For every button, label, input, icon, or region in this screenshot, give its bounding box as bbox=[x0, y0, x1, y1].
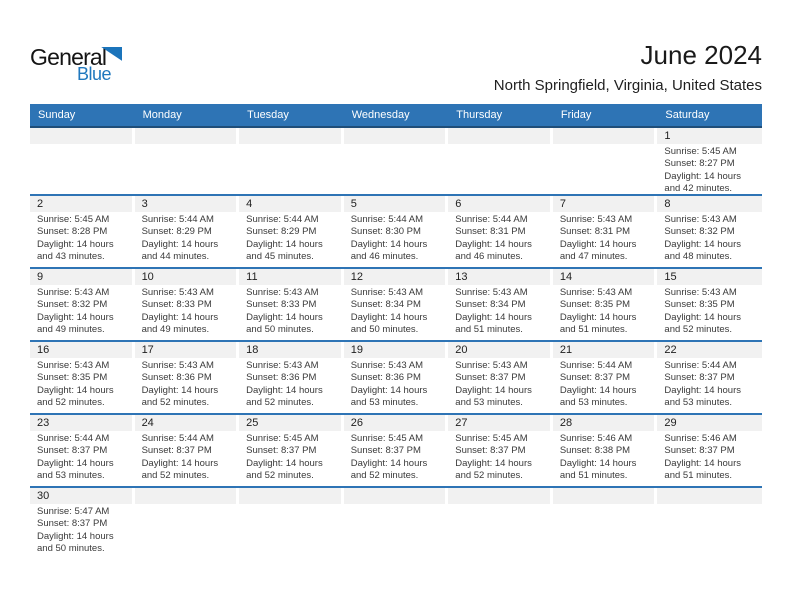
day-details bbox=[657, 144, 762, 194]
day-number: 12 bbox=[344, 269, 446, 285]
sunset-text: Sunset: 8:36 PM bbox=[246, 372, 317, 384]
day-details bbox=[135, 285, 240, 337]
day-cell-10 bbox=[135, 269, 240, 340]
daylight-text-line2: and 53 minutes. bbox=[37, 470, 105, 482]
daylight-text-line1: Daylight: 14 hours bbox=[350, 384, 428, 396]
day-number: 7 bbox=[553, 196, 655, 212]
day-number bbox=[553, 488, 655, 504]
sunrise-text: Sunrise: 5:45 AM bbox=[246, 433, 319, 444]
daylight-text-line2: and 50 minutes. bbox=[37, 543, 105, 555]
day-cell-18 bbox=[239, 342, 344, 413]
daylight-text-line2: and 52 minutes. bbox=[246, 470, 314, 482]
day-cell-9 bbox=[30, 269, 135, 340]
daylight-text-line2: and 51 minutes. bbox=[559, 470, 628, 482]
daylight-text-line1: Daylight: 14 hours bbox=[664, 311, 741, 323]
daylight-text-line2: and 50 minutes. bbox=[350, 324, 419, 336]
sunrise-text: Sunrise: 5:44 AM bbox=[664, 360, 737, 371]
day-details bbox=[553, 431, 658, 483]
day-number: 1 bbox=[657, 128, 762, 144]
day-cell-3 bbox=[135, 196, 240, 267]
week-row bbox=[30, 128, 762, 194]
sunset-text: Sunset: 8:34 PM bbox=[455, 299, 526, 311]
day-number bbox=[135, 128, 237, 144]
day-cell-20 bbox=[448, 342, 553, 413]
logo-text-general: General bbox=[30, 44, 107, 70]
day-cell-16 bbox=[30, 342, 135, 413]
day-cell-2 bbox=[30, 196, 135, 267]
day-details bbox=[448, 285, 553, 337]
day-number bbox=[553, 128, 655, 144]
day-cell-19 bbox=[344, 342, 449, 413]
day-cell-5 bbox=[344, 196, 449, 267]
day-details bbox=[344, 431, 449, 483]
sunrise-text: Sunrise: 5:44 AM bbox=[37, 433, 110, 444]
sunset-text: Sunset: 8:35 PM bbox=[664, 299, 735, 311]
empty-day-cell bbox=[135, 128, 240, 194]
sunset-text: Sunset: 8:29 PM bbox=[141, 226, 212, 238]
sunset-text: Sunset: 8:29 PM bbox=[246, 226, 317, 238]
day-details bbox=[135, 431, 240, 483]
daylight-text-line1: Daylight: 14 hours bbox=[455, 311, 532, 323]
weekday-label-monday: Monday bbox=[142, 109, 182, 121]
day-number: 3 bbox=[135, 196, 237, 212]
sunset-text: Sunset: 8:33 PM bbox=[246, 299, 317, 311]
daylight-text-line1: Daylight: 14 hours bbox=[141, 384, 219, 396]
day-number: 29 bbox=[657, 415, 762, 431]
daylight-text-line2: and 52 minutes. bbox=[455, 470, 523, 482]
sunrise-text: Sunrise: 5:43 AM bbox=[664, 287, 737, 298]
daylight-text-line1: Daylight: 14 hours bbox=[664, 170, 741, 182]
sunrise-text: Sunrise: 5:43 AM bbox=[664, 214, 737, 225]
daylight-text-line2: and 48 minutes. bbox=[664, 251, 733, 263]
daylight-text-line1: Daylight: 14 hours bbox=[455, 457, 532, 469]
day-number: 19 bbox=[344, 342, 446, 358]
day-details bbox=[30, 358, 135, 410]
day-details bbox=[239, 285, 344, 337]
daylight-text-line2: and 53 minutes. bbox=[664, 397, 733, 409]
sunset-text: Sunset: 8:37 PM bbox=[559, 372, 631, 384]
week-row bbox=[30, 486, 762, 559]
day-number: 25 bbox=[239, 415, 341, 431]
sunset-text: Sunset: 8:33 PM bbox=[141, 299, 212, 311]
day-details bbox=[239, 358, 344, 410]
sunrise-text: Sunrise: 5:43 AM bbox=[350, 360, 424, 371]
day-details bbox=[30, 504, 135, 556]
day-number: 20 bbox=[448, 342, 550, 358]
sunrise-text: Sunrise: 5:43 AM bbox=[141, 360, 214, 371]
empty-day-cell bbox=[344, 128, 449, 194]
day-details bbox=[135, 212, 240, 264]
sunrise-text: Sunrise: 5:43 AM bbox=[141, 287, 214, 298]
week-row bbox=[30, 340, 762, 413]
daylight-text-line2: and 52 minutes. bbox=[664, 324, 733, 336]
daylight-text-line2: and 43 minutes. bbox=[37, 251, 105, 263]
day-number: 26 bbox=[344, 415, 446, 431]
day-number bbox=[344, 488, 446, 504]
day-cell-24 bbox=[135, 415, 240, 486]
empty-day-cell bbox=[448, 128, 553, 194]
daylight-text-line1: Daylight: 14 hours bbox=[37, 311, 114, 323]
sunrise-text: Sunrise: 5:43 AM bbox=[559, 214, 633, 225]
sunrise-text: Sunrise: 5:45 AM bbox=[37, 214, 110, 225]
day-details bbox=[657, 431, 762, 483]
sunset-text: Sunset: 8:36 PM bbox=[350, 372, 421, 384]
sunrise-text: Sunrise: 5:44 AM bbox=[455, 214, 528, 225]
daylight-text-line1: Daylight: 14 hours bbox=[141, 311, 219, 323]
day-cell-29 bbox=[657, 415, 762, 486]
day-cell-8 bbox=[657, 196, 762, 267]
sunset-text: Sunset: 8:37 PM bbox=[455, 372, 526, 384]
day-details bbox=[344, 285, 449, 337]
day-cell-21 bbox=[553, 342, 658, 413]
weekday-label-thursday: Thursday bbox=[456, 109, 503, 121]
day-details bbox=[239, 212, 344, 264]
day-cell-12 bbox=[344, 269, 449, 340]
sunset-text: Sunset: 8:32 PM bbox=[664, 226, 735, 238]
day-cell-4 bbox=[239, 196, 344, 267]
sunset-text: Sunset: 8:37 PM bbox=[37, 518, 108, 530]
daylight-text-line2: and 51 minutes. bbox=[455, 324, 523, 336]
empty-day-cell bbox=[135, 488, 240, 559]
daylight-text-line2: and 51 minutes. bbox=[664, 470, 733, 482]
weekday-label-tuesday: Tuesday bbox=[247, 109, 289, 121]
sunrise-text: Sunrise: 5:45 AM bbox=[664, 146, 737, 157]
sunset-text: Sunset: 8:37 PM bbox=[37, 445, 108, 457]
daylight-text-line2: and 50 minutes. bbox=[246, 324, 314, 336]
sunset-text: Sunset: 8:38 PM bbox=[559, 445, 631, 457]
sunrise-text: Sunrise: 5:44 AM bbox=[559, 360, 633, 371]
daylight-text-line2: and 47 minutes. bbox=[559, 251, 628, 263]
sunset-text: Sunset: 8:37 PM bbox=[350, 445, 421, 457]
day-cell-22 bbox=[657, 342, 762, 413]
day-details bbox=[553, 285, 658, 337]
day-details bbox=[135, 358, 240, 410]
daylight-text-line2: and 52 minutes. bbox=[141, 397, 210, 409]
daylight-text-line2: and 52 minutes. bbox=[141, 470, 210, 482]
page-title: June 2024 bbox=[640, 40, 762, 70]
daylight-text-line1: Daylight: 14 hours bbox=[559, 311, 637, 323]
sunrise-text: Sunrise: 5:44 AM bbox=[141, 433, 214, 444]
day-details bbox=[553, 212, 658, 264]
day-number: 4 bbox=[239, 196, 341, 212]
weeks-container bbox=[30, 128, 762, 559]
day-number bbox=[239, 488, 341, 504]
week-row bbox=[30, 194, 762, 267]
weekday-label-friday: Friday bbox=[560, 109, 592, 121]
day-number: 2 bbox=[30, 196, 132, 212]
daylight-text-line1: Daylight: 14 hours bbox=[350, 311, 428, 323]
day-number: 16 bbox=[30, 342, 132, 358]
day-number: 15 bbox=[657, 269, 762, 285]
day-number: 23 bbox=[30, 415, 132, 431]
daylight-text-line1: Daylight: 14 hours bbox=[246, 457, 323, 469]
sunset-text: Sunset: 8:37 PM bbox=[664, 372, 735, 384]
sunset-text: Sunset: 8:37 PM bbox=[664, 445, 735, 457]
empty-day-cell bbox=[657, 488, 762, 559]
day-number bbox=[448, 128, 550, 144]
day-details bbox=[448, 212, 553, 264]
empty-day-cell bbox=[553, 488, 658, 559]
daylight-text-line1: Daylight: 14 hours bbox=[37, 457, 114, 469]
day-number: 10 bbox=[135, 269, 237, 285]
sunset-text: Sunset: 8:28 PM bbox=[37, 226, 108, 238]
daylight-text-line1: Daylight: 14 hours bbox=[246, 311, 323, 323]
day-number: 24 bbox=[135, 415, 237, 431]
sunrise-text: Sunrise: 5:47 AM bbox=[37, 506, 110, 517]
day-details bbox=[448, 431, 553, 483]
sunrise-text: Sunrise: 5:43 AM bbox=[350, 287, 424, 298]
day-details bbox=[553, 358, 658, 410]
day-details bbox=[30, 285, 135, 337]
daylight-text-line2: and 46 minutes. bbox=[350, 251, 419, 263]
empty-day-cell bbox=[553, 128, 658, 194]
day-number: 21 bbox=[553, 342, 655, 358]
daylight-text-line1: Daylight: 14 hours bbox=[37, 530, 114, 542]
day-number: 14 bbox=[553, 269, 655, 285]
day-cell-7 bbox=[553, 196, 658, 267]
sunrise-text: Sunrise: 5:43 AM bbox=[455, 360, 528, 371]
daylight-text-line2: and 53 minutes. bbox=[559, 397, 628, 409]
daylight-text-line1: Daylight: 14 hours bbox=[37, 384, 114, 396]
day-cell-14 bbox=[553, 269, 658, 340]
daylight-text-line1: Daylight: 14 hours bbox=[664, 457, 741, 469]
day-cell-15 bbox=[657, 269, 762, 340]
day-cell-23 bbox=[30, 415, 135, 486]
sunrise-text: Sunrise: 5:43 AM bbox=[246, 287, 319, 298]
day-number: 30 bbox=[30, 488, 132, 504]
daylight-text-line1: Daylight: 14 hours bbox=[350, 457, 428, 469]
day-details bbox=[30, 212, 135, 264]
weekday-label-wednesday: Wednesday bbox=[351, 109, 410, 121]
day-cell-25 bbox=[239, 415, 344, 486]
day-number: 5 bbox=[344, 196, 446, 212]
day-number: 6 bbox=[448, 196, 550, 212]
sunset-text: Sunset: 8:31 PM bbox=[455, 226, 526, 238]
location-subtitle: North Springfield, Virginia, United States bbox=[493, 77, 762, 94]
sunset-text: Sunset: 8:35 PM bbox=[37, 372, 108, 384]
empty-day-cell bbox=[239, 488, 344, 559]
day-number: 11 bbox=[239, 269, 341, 285]
empty-day-cell bbox=[30, 128, 135, 194]
daylight-text-line2: and 52 minutes. bbox=[37, 397, 105, 409]
sunrise-text: Sunrise: 5:43 AM bbox=[37, 360, 110, 371]
daylight-text-line2: and 49 minutes. bbox=[37, 324, 105, 336]
sunrise-text: Sunrise: 5:43 AM bbox=[455, 287, 528, 298]
sunset-text: Sunset: 8:36 PM bbox=[141, 372, 212, 384]
day-cell-30 bbox=[30, 488, 135, 559]
daylight-text-line2: and 44 minutes. bbox=[141, 251, 210, 263]
daylight-text-line1: Daylight: 14 hours bbox=[141, 238, 219, 250]
day-number bbox=[657, 488, 762, 504]
general-blue-logo bbox=[30, 46, 122, 83]
day-number: 22 bbox=[657, 342, 762, 358]
sunset-text: Sunset: 8:34 PM bbox=[350, 299, 421, 311]
day-details bbox=[344, 212, 449, 264]
day-details bbox=[657, 285, 762, 337]
daylight-text-line1: Daylight: 14 hours bbox=[664, 238, 741, 250]
sunrise-text: Sunrise: 5:46 AM bbox=[664, 433, 737, 444]
daylight-text-line1: Daylight: 14 hours bbox=[246, 238, 323, 250]
day-number: 27 bbox=[448, 415, 550, 431]
sunset-text: Sunset: 8:31 PM bbox=[559, 226, 631, 238]
day-cell-17 bbox=[135, 342, 240, 413]
day-cell-11 bbox=[239, 269, 344, 340]
empty-day-cell bbox=[448, 488, 553, 559]
sunset-text: Sunset: 8:32 PM bbox=[37, 299, 108, 311]
daylight-text-line1: Daylight: 14 hours bbox=[559, 384, 637, 396]
daylight-text-line2: and 42 minutes. bbox=[664, 183, 733, 194]
sunrise-text: Sunrise: 5:43 AM bbox=[559, 287, 633, 298]
sunset-text: Sunset: 8:35 PM bbox=[559, 299, 631, 311]
sunrise-text: Sunrise: 5:44 AM bbox=[141, 214, 214, 225]
daylight-text-line2: and 49 minutes. bbox=[141, 324, 210, 336]
day-cell-1 bbox=[657, 128, 762, 194]
daylight-text-line2: and 53 minutes. bbox=[350, 397, 419, 409]
weekday-header-row bbox=[30, 104, 762, 128]
sunset-text: Sunset: 8:30 PM bbox=[350, 226, 421, 238]
sunrise-text: Sunrise: 5:45 AM bbox=[350, 433, 424, 444]
daylight-text-line2: and 45 minutes. bbox=[246, 251, 314, 263]
day-number bbox=[239, 128, 341, 144]
day-number: 17 bbox=[135, 342, 237, 358]
day-number: 28 bbox=[553, 415, 655, 431]
day-number bbox=[448, 488, 550, 504]
daylight-text-line2: and 51 minutes. bbox=[559, 324, 628, 336]
daylight-text-line1: Daylight: 14 hours bbox=[141, 457, 219, 469]
day-cell-27 bbox=[448, 415, 553, 486]
weekday-label-saturday: Saturday bbox=[665, 109, 710, 121]
day-number: 9 bbox=[30, 269, 132, 285]
empty-day-cell bbox=[239, 128, 344, 194]
sunrise-text: Sunrise: 5:43 AM bbox=[246, 360, 319, 371]
daylight-text-line1: Daylight: 14 hours bbox=[559, 238, 637, 250]
logo-text-blue: Blue bbox=[77, 64, 112, 84]
day-details bbox=[30, 431, 135, 483]
daylight-text-line2: and 46 minutes. bbox=[455, 251, 523, 263]
sunrise-text: Sunrise: 5:46 AM bbox=[559, 433, 633, 444]
sunrise-text: Sunrise: 5:44 AM bbox=[350, 214, 424, 225]
empty-day-cell bbox=[344, 488, 449, 559]
day-details bbox=[344, 358, 449, 410]
weekday-label-sunday: Sunday bbox=[38, 109, 76, 121]
sunset-text: Sunset: 8:37 PM bbox=[141, 445, 212, 457]
daylight-text-line1: Daylight: 14 hours bbox=[455, 238, 532, 250]
day-details bbox=[657, 358, 762, 410]
daylight-text-line1: Daylight: 14 hours bbox=[664, 384, 741, 396]
day-number: 13 bbox=[448, 269, 550, 285]
day-number bbox=[135, 488, 237, 504]
day-cell-28 bbox=[553, 415, 658, 486]
sunset-text: Sunset: 8:27 PM bbox=[664, 158, 735, 170]
week-row bbox=[30, 267, 762, 340]
day-details bbox=[448, 358, 553, 410]
day-number bbox=[344, 128, 446, 144]
daylight-text-line2: and 53 minutes. bbox=[455, 397, 523, 409]
day-details bbox=[239, 431, 344, 483]
daylight-text-line2: and 52 minutes. bbox=[246, 397, 314, 409]
day-cell-13 bbox=[448, 269, 553, 340]
day-cell-6 bbox=[448, 196, 553, 267]
day-details bbox=[657, 212, 762, 264]
week-row bbox=[30, 413, 762, 486]
day-number: 8 bbox=[657, 196, 762, 212]
sunrise-text: Sunrise: 5:44 AM bbox=[246, 214, 319, 225]
day-number bbox=[30, 128, 132, 144]
day-number: 18 bbox=[239, 342, 341, 358]
sunrise-text: Sunrise: 5:45 AM bbox=[455, 433, 528, 444]
day-cell-26 bbox=[344, 415, 449, 486]
daylight-text-line2: and 52 minutes. bbox=[350, 470, 419, 482]
daylight-text-line1: Daylight: 14 hours bbox=[246, 384, 323, 396]
daylight-text-line1: Daylight: 14 hours bbox=[350, 238, 428, 250]
calendar-grid bbox=[30, 104, 762, 559]
daylight-text-line1: Daylight: 14 hours bbox=[455, 384, 532, 396]
sunrise-text: Sunrise: 5:43 AM bbox=[37, 287, 110, 298]
sunset-text: Sunset: 8:37 PM bbox=[455, 445, 526, 457]
daylight-text-line1: Daylight: 14 hours bbox=[559, 457, 637, 469]
daylight-text-line1: Daylight: 14 hours bbox=[37, 238, 114, 250]
sunset-text: Sunset: 8:37 PM bbox=[246, 445, 317, 457]
